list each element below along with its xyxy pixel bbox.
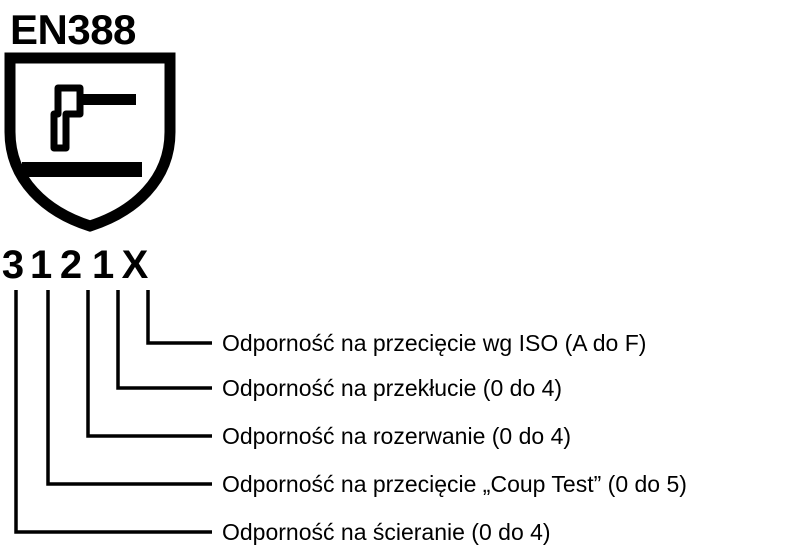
rating-digit: 2	[59, 243, 83, 287]
rating-digit: 1	[30, 243, 53, 287]
en388-shield-pictogram	[2, 52, 178, 232]
rating-digit: 3	[1, 243, 25, 287]
shield-icon	[2, 52, 178, 232]
legend-label-abrasion: Odporność na ścieranie (0 do 4)	[222, 519, 551, 545]
legend-label-puncture: Odporność na przekłucie (0 do 4)	[222, 375, 563, 401]
rating-digit: X	[121, 243, 149, 287]
rating-digit: 1	[92, 243, 115, 287]
legend-label-cut-iso: Odporność na przecięcie wg ISO (A do F)	[222, 330, 647, 356]
rating-digits	[0, 243, 200, 289]
anvil-bar-icon	[22, 162, 142, 177]
legend-labels	[0, 285, 800, 545]
legend-label-tear: Odporność na rozerwanie (0 do 4)	[222, 423, 572, 449]
standard-title: EN388	[10, 6, 136, 53]
legend-label-cut-coup: Odporność na przecięcie „Coup Test” (0 do 5)	[222, 471, 687, 497]
